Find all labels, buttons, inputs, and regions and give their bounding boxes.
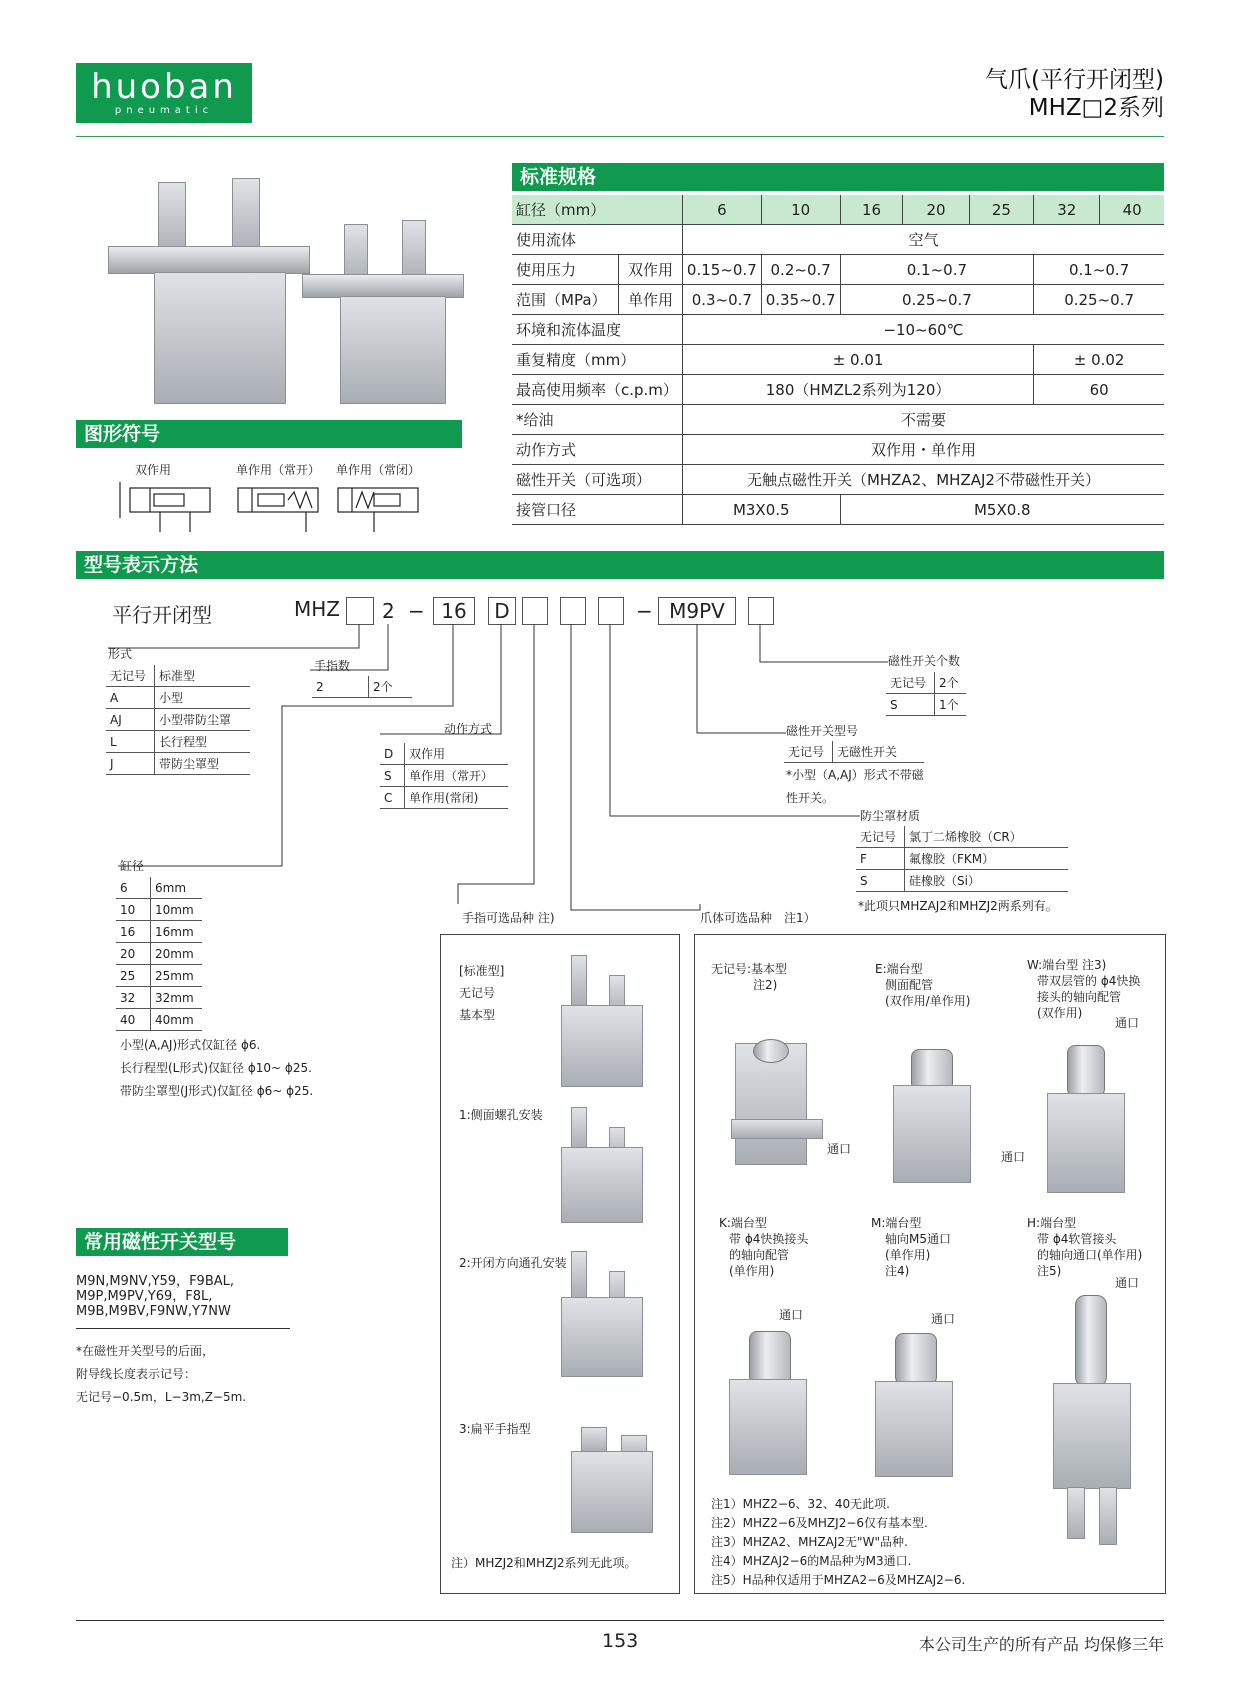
switch-count-code: 无记号 [886, 672, 935, 694]
symbol-label-double: 双作用 [135, 463, 172, 477]
code-box-switch-model: M9PV [658, 597, 736, 625]
spec-cell: 缸径（mm） [512, 195, 682, 225]
spec-cell: ± 0.02 [1034, 345, 1164, 375]
form-desc: 小型带防尘罩 [155, 709, 251, 731]
body-item-e [875, 961, 970, 1009]
action-code: S [380, 765, 405, 787]
body-item-line: 无记号:基本型 [711, 962, 788, 976]
spec-cell: 0.25~0.7 [840, 285, 1034, 315]
bore-note-3: 带防尘罩型(J形式)仅缸径 ϕ6~ ϕ25. [120, 1084, 314, 1098]
finger-item-2: 2:开闭方向通孔安装 [459, 1256, 567, 1270]
spec-cell: 不需要 [682, 405, 1164, 435]
switch-models [76, 1274, 234, 1319]
finger-options-panel [440, 934, 680, 1594]
fingers-desc: 2个 [369, 676, 413, 698]
spec-cell: 0.3~0.7 [682, 285, 761, 315]
body-item-line: M:端台型 [871, 1216, 922, 1230]
bore-desc: 32mm [151, 987, 203, 1009]
switch-model-note-1: *小型（A,AJ）形式不带磁 [786, 768, 924, 782]
spec-cell: 60 [1034, 375, 1164, 405]
body-item-line: W:端台型 注3) [1027, 958, 1107, 972]
body-item-line: 带 ϕ4软管接头 [1037, 1232, 1117, 1246]
form-table [106, 665, 250, 775]
finger-item-3: 3:扁平手指型 [459, 1422, 531, 1436]
dust-cover-note: *此项只MHZAJ2和MHZJ2两系列有。 [858, 899, 1058, 913]
switch-notes [76, 1340, 246, 1409]
spec-cell: M3X0.5 [682, 495, 840, 525]
spec-cell: 双作用 [619, 255, 683, 285]
body-item-line: (双作用/单作用) [885, 994, 971, 1008]
footer-warranty: 本公司生产的所有产品 均保修三年 [918, 1635, 1164, 1654]
bore-note-1: 小型(A,AJ)形式仅缸径 ϕ6. [120, 1038, 261, 1052]
body-note: 注5）H品种仅适用于MHZA2−6及MHZAJ2−6. [711, 1573, 966, 1587]
form-code: A [106, 687, 155, 709]
code-box-bore: 16 [433, 597, 475, 625]
body-item-h [1027, 1215, 1142, 1279]
body-item-w [1027, 957, 1140, 1021]
finger-item-standard: [标准型] [459, 964, 505, 978]
form-desc: 小型 [155, 687, 251, 709]
spec-cell: 40 [1100, 195, 1164, 225]
spec-cell: 最高使用频率（c.p.m） [512, 375, 682, 405]
switch-count-code: S [886, 694, 935, 716]
switch-note: 附导线长度表示记号： [76, 1367, 197, 1381]
brand-name: huoban [91, 67, 237, 107]
bore-code: 25 [116, 965, 151, 987]
body-item-line: 注5) [1037, 1264, 1062, 1278]
spec-cell: 180（HMZL2系列为120） [682, 375, 1033, 405]
finger-item-basic: 基本型 [459, 1008, 496, 1022]
form-code: L [106, 731, 155, 753]
switch-count-desc: 1个 [935, 694, 967, 716]
body-item-line: (双作用) [1037, 1006, 1083, 1020]
spec-cell: 0.1~0.7 [840, 255, 1034, 285]
finger-panel-note: 注）MHZJ2和MHZJ2系列无此项。 [451, 1556, 637, 1570]
body-item-line: 侧面配管 [885, 978, 934, 992]
body-note: 注1）MHZ2−6、32、40无此项. [711, 1497, 890, 1511]
form-code: J [106, 753, 155, 775]
port-label-e: 通口 [1001, 1150, 1026, 1164]
body-note: 注3）MHZA2、MHZAJ2无"W"品种. [711, 1535, 908, 1549]
form-desc: 长行程型 [155, 731, 251, 753]
body-item-k [719, 1215, 808, 1279]
code-mhz: MHZ [294, 597, 340, 621]
spec-cell: 范围（MPa） [512, 285, 619, 315]
spec-cell: 32 [1034, 195, 1100, 225]
bore-desc: 40mm [151, 1009, 203, 1031]
form-desc: 带防尘罩型 [155, 753, 251, 775]
form-code: 无记号 [106, 665, 155, 687]
dust-cover-desc: 硅橡胶（Si） [905, 870, 1069, 892]
bore-note-2: 长行程型(L形式)仅缸径 ϕ10~ ϕ25. [120, 1061, 312, 1075]
code-dash-1: − [408, 599, 425, 623]
switch-note: 无记号−0.5m，L−3m,Z−5m. [76, 1390, 247, 1404]
spec-cell: 10 [761, 195, 840, 225]
body-item-m [871, 1215, 951, 1279]
action-table [380, 743, 508, 809]
spec-cell: 双作用・单作用 [682, 435, 1164, 465]
switch-note: *在磁性开关型号的后面， [76, 1344, 215, 1358]
page-number: 153 [602, 1630, 639, 1652]
body-item-line: 轴向M5通口 [885, 1232, 951, 1246]
spec-cell: 单作用 [619, 285, 683, 315]
dust-cover-code: 无记号 [856, 826, 905, 848]
body-item-line: 的轴向通口(单作用) [1037, 1248, 1143, 1262]
spec-cell: 16 [840, 195, 903, 225]
action-desc: 双作用 [405, 743, 509, 765]
switch-section-title: 常用磁性开关型号 [76, 1228, 288, 1256]
spec-cell: 0.1~0.7 [1034, 255, 1164, 285]
spec-cell: 空气 [682, 225, 1164, 255]
body-options-title: 爪体可选品种 注1） [700, 911, 816, 925]
fingers-code: 2 [312, 676, 369, 698]
bore-desc: 25mm [151, 965, 203, 987]
code-fingers: 2 [382, 599, 395, 623]
body-item-line: (单作用) [885, 1248, 931, 1262]
switch-model-title: 磁性开关型号 [786, 724, 859, 738]
switch-model-line: M9P,M9PV,Y69，F8L, [76, 1289, 213, 1304]
finger-options-title: 手指可选品种 注) [462, 911, 555, 925]
fingers-table [312, 676, 412, 698]
action-desc: 单作用(常闭) [405, 787, 509, 809]
body-item-line: 带 ϕ4快换接头 [729, 1232, 809, 1246]
bore-desc: 16mm [151, 921, 203, 943]
switch-divider [76, 1328, 290, 1329]
body-item-line: 注2) [753, 978, 778, 992]
body-options-panel [694, 934, 1166, 1594]
spec-cell: 使用流体 [512, 225, 682, 255]
spec-cell: 25 [969, 195, 1034, 225]
spec-cell: −10~60℃ [682, 315, 1164, 345]
switch-model-line: M9B,M9BV,F9NW,Y7NW [76, 1304, 231, 1319]
switch-model-line: M9N,M9NV,Y59，F9BAL, [76, 1274, 234, 1289]
dust-cover-code: S [856, 870, 905, 892]
spec-cell: 接管口径 [512, 495, 682, 525]
bore-desc: 10mm [151, 899, 203, 921]
body-item-line: H:端台型 [1027, 1216, 1077, 1230]
spec-cell: ± 0.01 [682, 345, 1033, 375]
bore-title: 缸径 [120, 859, 145, 873]
body-item-line: 带双层管的 ϕ4快换 [1037, 974, 1141, 988]
symbol-label-single-no: 单作用（常开） [236, 463, 321, 477]
body-note: 注2）MHZ2−6及MHZJ2−6仅有基本型. [711, 1516, 928, 1530]
switch-model-code: 无记号 [784, 741, 833, 763]
spec-cell: 0.35~0.7 [761, 285, 840, 315]
switch-count-table [886, 672, 966, 716]
switch-model-note-2: 性开关。 [786, 791, 835, 805]
bore-code: 16 [116, 921, 151, 943]
bore-table [116, 877, 202, 1031]
spec-cell: *给油 [512, 405, 682, 435]
body-item-basic [711, 961, 787, 993]
port-label-basic: 通口 [827, 1142, 852, 1156]
bore-desc: 6mm [151, 877, 203, 899]
title-line-2: MHZ□2系列 [1028, 95, 1164, 121]
port-label-h: 通口 [1115, 1276, 1140, 1290]
port-label-m: 通口 [931, 1312, 956, 1326]
body-item-line: 注4) [885, 1264, 910, 1278]
dust-cover-table [856, 826, 1068, 892]
port-label-w: 通口 [1115, 1016, 1140, 1030]
code-dash-2: − [636, 599, 653, 623]
bore-code: 32 [116, 987, 151, 1009]
spec-cell: M5X0.8 [840, 495, 1164, 525]
form-code: AJ [106, 709, 155, 731]
switch-model-table [784, 741, 924, 763]
spec-cell: 重复精度（mm） [512, 345, 682, 375]
spec-section-title: 标准规格 [512, 163, 1164, 191]
action-code: D [380, 743, 405, 765]
bore-code: 40 [116, 1009, 151, 1031]
bore-code: 20 [116, 943, 151, 965]
body-item-line: 接头的轴向配管 [1037, 990, 1122, 1004]
bore-desc: 20mm [151, 943, 203, 965]
dust-cover-code: F [856, 848, 905, 870]
bore-code: 10 [116, 899, 151, 921]
brand-sub: pneumatic [114, 105, 214, 116]
spec-cell: 6 [682, 195, 761, 225]
switch-count-desc: 2个 [935, 672, 967, 694]
title-line-1: 气爪(平行开闭型) [985, 67, 1164, 93]
symbol-label-single-nc: 单作用（常闭） [336, 463, 421, 477]
code-box-action: D [488, 597, 516, 625]
form-title: 形式 [108, 647, 133, 661]
dust-cover-desc: 氯丁二烯橡胶（CR） [905, 826, 1069, 848]
spec-cell: 无触点磁性开关（MHZA2、MHZAJ2不带磁性开关） [682, 465, 1164, 495]
body-panel-notes [711, 1495, 965, 1590]
body-item-line: (单作用) [729, 1264, 775, 1278]
form-desc: 标准型 [155, 665, 251, 687]
spec-cell: 0.15~0.7 [682, 255, 761, 285]
port-label-k: 通口 [779, 1308, 804, 1322]
spec-cell: 0.25~0.7 [1034, 285, 1164, 315]
switch-count-title: 磁性开关个数 [888, 654, 961, 668]
action-title: 动作方式 [444, 722, 493, 736]
finger-item-nocode: 无记号 [459, 986, 496, 1000]
symbols-section-title: 图形符号 [76, 420, 462, 448]
bore-code: 6 [116, 877, 151, 899]
action-desc: 单作用（常开） [405, 765, 509, 787]
body-item-line: E:端台型 [875, 962, 923, 976]
spec-cell: 0.2~0.7 [761, 255, 840, 285]
model-section-title: 型号表示方法 [76, 551, 1164, 579]
spec-cell: 动作方式 [512, 435, 682, 465]
spec-cell: 磁性开关（可选项） [512, 465, 682, 495]
fingers-title: 手指数 [314, 659, 351, 673]
switch-model-desc: 无磁性开关 [833, 741, 925, 763]
finger-item-1: 1:侧面螺孔安装 [459, 1108, 543, 1122]
dust-cover-desc: 氟橡胶（FKM） [905, 848, 1069, 870]
body-item-line: 的轴向配管 [729, 1248, 790, 1262]
body-item-line: K:端台型 [719, 1216, 767, 1230]
action-code: C [380, 787, 405, 809]
footer-divider [76, 1620, 1164, 1621]
spec-cell: 20 [903, 195, 969, 225]
spec-cell: 环境和流体温度 [512, 315, 682, 345]
spec-cell: 使用压力 [512, 255, 619, 285]
dust-cover-title: 防尘罩材质 [860, 809, 921, 823]
model-type-label: 平行开闭型 [112, 603, 212, 627]
body-note: 注4）MHZAJ2−6的M品种为M3通口. [711, 1554, 912, 1568]
